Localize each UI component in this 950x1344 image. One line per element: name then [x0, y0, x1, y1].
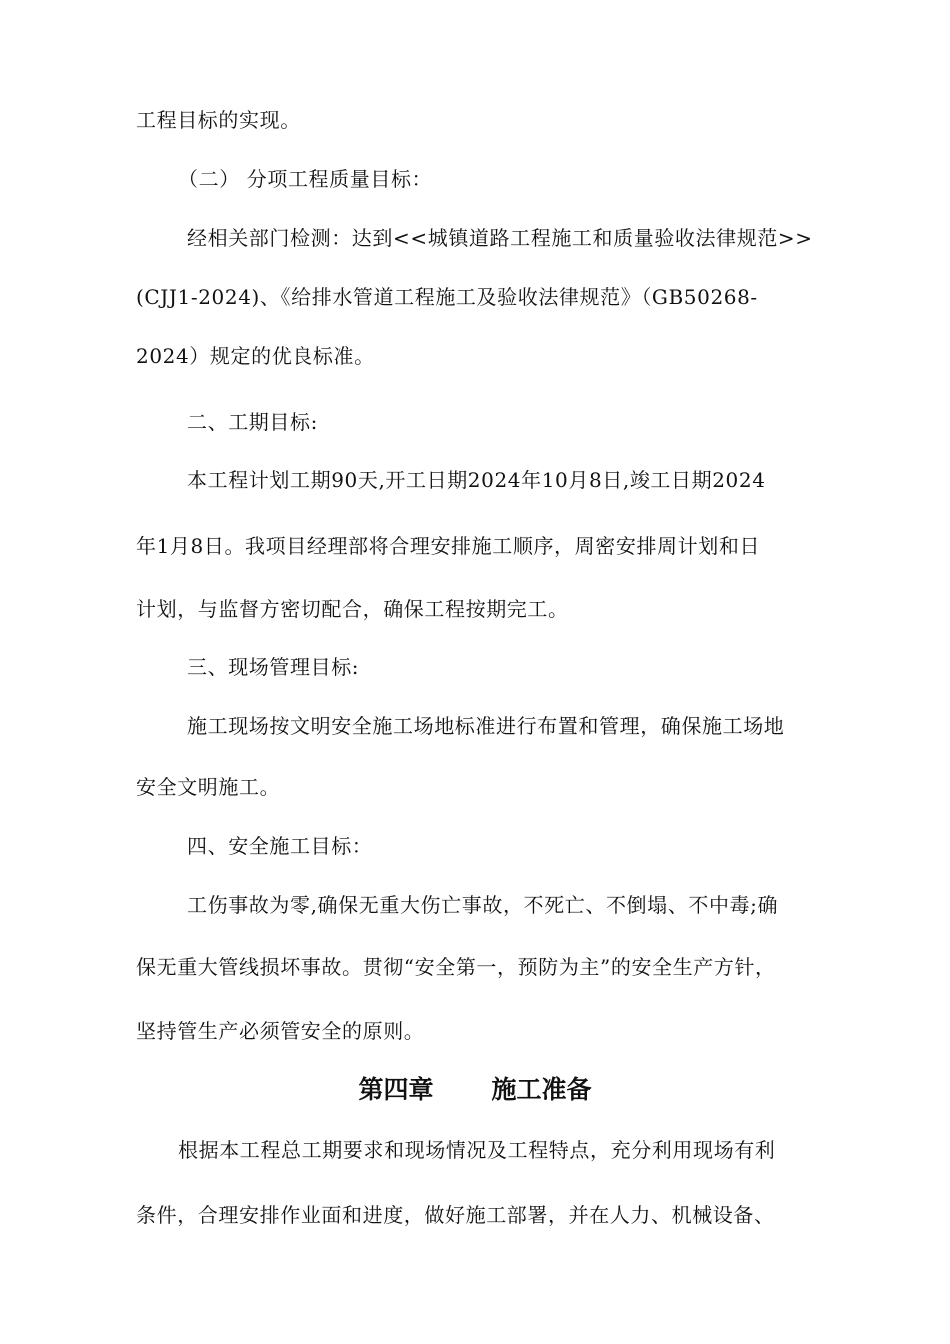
paragraph-line: 坚持管生产必须管安全的原则。 [136, 1019, 425, 1043]
paragraph-line: 本工程计划工期90天,开工日期2024年10月8日,竣工日期2024 [187, 468, 766, 492]
paragraph-line: 条件，合理安排作业面和进度，做好施工部署，并在人力、机械设备、 [136, 1203, 775, 1227]
chapter-title: 施工准备 [491, 1075, 592, 1104]
paragraph-line: 根据本工程总工期要求和现场情况及工程特点，充分利用现场有利 [178, 1138, 776, 1162]
paragraph-line: 施工现场按文明安全施工场地标准进行布置和管理，确保施工场地 [187, 714, 785, 738]
heading-site-management-target: 三、现场管理目标: [187, 655, 360, 679]
paragraph-line: 年1月8日。我项目经理部将合理安排施工顺序，周密安排周计划和日 [136, 534, 761, 558]
paragraph-line: 经相关部门检测：达到<<城镇道路工程施工和质量验收法律规范>> [187, 226, 813, 250]
chapter-heading [0, 1075, 950, 1105]
paragraph-line: 工程目标的实现。 [136, 108, 301, 132]
paragraph-line: (CJJ1-2024)、《给排水管道工程施工及验收法律规范》（GB50268- [136, 285, 758, 309]
paragraph-line: 保无重大管线损坏事故。贯彻“安全第一，预防为主”的安全生产方针， [136, 955, 776, 979]
heading-safety-target: 四、安全施工目标： [187, 834, 373, 858]
paragraph-line: 安全文明施工。 [136, 775, 281, 799]
paragraph-line: 2024）规定的优良标准。 [136, 344, 375, 368]
paragraph-line: 工伤事故为零,确保无重大伤亡事故，不死亡、不倒塌、不中毒;确 [187, 893, 779, 917]
paragraph-line: 计划，与监督方密切配合，确保工程按期完工。 [136, 597, 569, 621]
heading-schedule-target: 二、工期目标: [187, 410, 318, 434]
subheading-quality-target: （二） 分项工程质量目标： [178, 167, 433, 191]
chapter-number: 第四章 [358, 1075, 434, 1104]
